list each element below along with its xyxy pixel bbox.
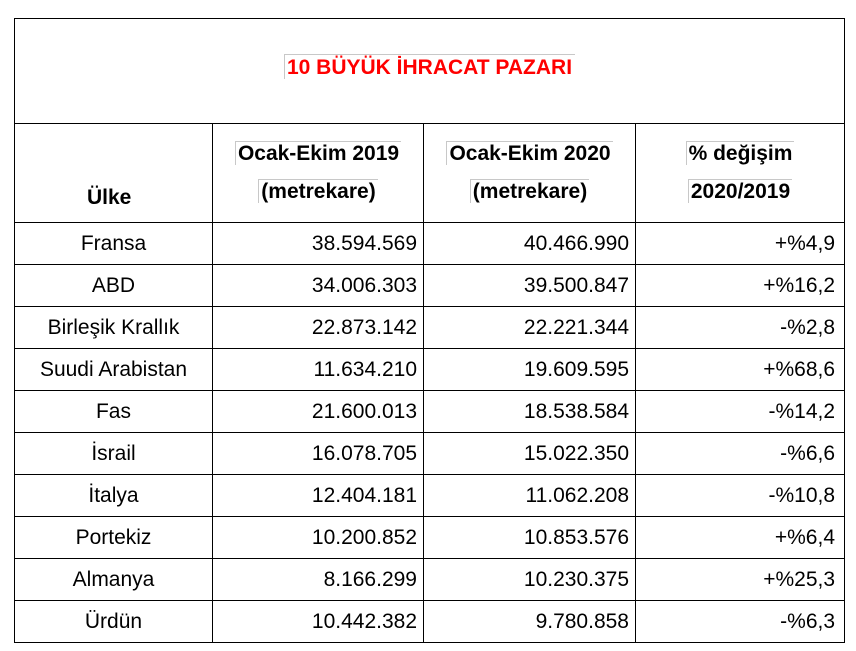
change-cell: +%16,2 — [636, 265, 845, 307]
value-2020-cell: 19.609.595 — [424, 349, 636, 391]
table-row — [15, 517, 845, 559]
table-row — [15, 307, 845, 349]
country-cell: Ürdün — [15, 601, 213, 643]
country-cell: Birleşik Krallık — [15, 307, 213, 349]
value-2019-cell: 10.200.852 — [213, 517, 424, 559]
country-cell: ABD — [15, 265, 213, 307]
country-cell: İsrail — [15, 433, 213, 475]
table-row — [15, 349, 845, 391]
country-cell: Suudi Arabistan — [15, 349, 213, 391]
value-2019-cell: 11.634.210 — [213, 349, 424, 391]
country-cell: Almanya — [15, 559, 213, 601]
change-cell: +%25,3 — [636, 559, 845, 601]
table-row — [15, 475, 845, 517]
value-2020-cell: 18.538.584 — [424, 391, 636, 433]
header-change-line2: 2020/2019 — [688, 179, 792, 203]
table-row — [15, 391, 845, 433]
country-cell: Fransa — [15, 223, 213, 265]
value-2020-cell: 11.062.208 — [424, 475, 636, 517]
header-2020-line1: Ocak-Ekim 2020 — [446, 141, 612, 165]
table-row — [15, 223, 845, 265]
table-title: 10 BÜYÜK İHRACAT PAZARI — [284, 54, 575, 79]
header-change-line1: % değişim — [686, 141, 795, 165]
table-row — [15, 601, 845, 643]
value-2020-cell: 22.221.344 — [424, 307, 636, 349]
header-2020-line2: (metrekare) — [470, 179, 589, 203]
change-cell: -%6,6 — [636, 433, 845, 475]
table-body — [15, 223, 845, 643]
value-2019-cell: 16.078.705 — [213, 433, 424, 475]
value-2019-cell: 34.006.303 — [213, 265, 424, 307]
export-markets-table — [14, 18, 845, 643]
change-cell: +%4,9 — [636, 223, 845, 265]
header-2019-line2: (metrekare) — [258, 179, 377, 203]
change-cell: +%68,6 — [636, 349, 845, 391]
change-cell: -%2,8 — [636, 307, 845, 349]
change-cell: +%6,4 — [636, 517, 845, 559]
header-2019-line1: Ocak-Ekim 2019 — [235, 141, 401, 165]
value-2019-cell: 12.404.181 — [213, 475, 424, 517]
country-cell: Fas — [15, 391, 213, 433]
country-cell: İtalya — [15, 475, 213, 517]
value-2020-cell: 39.500.847 — [424, 265, 636, 307]
value-2019-cell: 21.600.013 — [213, 391, 424, 433]
change-cell: -%10,8 — [636, 475, 845, 517]
table-row — [15, 559, 845, 601]
value-2020-cell: 15.022.350 — [424, 433, 636, 475]
title-row — [15, 19, 845, 124]
header-2019 — [213, 124, 424, 223]
value-2020-cell: 40.466.990 — [424, 223, 636, 265]
header-2020 — [424, 124, 636, 223]
value-2019-cell: 22.873.142 — [213, 307, 424, 349]
change-cell: -%14,2 — [636, 391, 845, 433]
header-country — [15, 124, 213, 223]
value-2019-cell: 8.166.299 — [213, 559, 424, 601]
value-2019-cell: 10.442.382 — [213, 601, 424, 643]
table-row — [15, 433, 845, 475]
country-cell: Portekiz — [15, 517, 213, 559]
value-2020-cell: 9.780.858 — [424, 601, 636, 643]
header-change — [636, 124, 845, 223]
header-row — [15, 124, 845, 223]
table-row — [15, 265, 845, 307]
value-2019-cell: 38.594.569 — [213, 223, 424, 265]
change-cell: -%6,3 — [636, 601, 845, 643]
header-country-label: Ülke — [87, 186, 132, 209]
value-2020-cell: 10.853.576 — [424, 517, 636, 559]
title-cell — [15, 19, 845, 124]
value-2020-cell: 10.230.375 — [424, 559, 636, 601]
